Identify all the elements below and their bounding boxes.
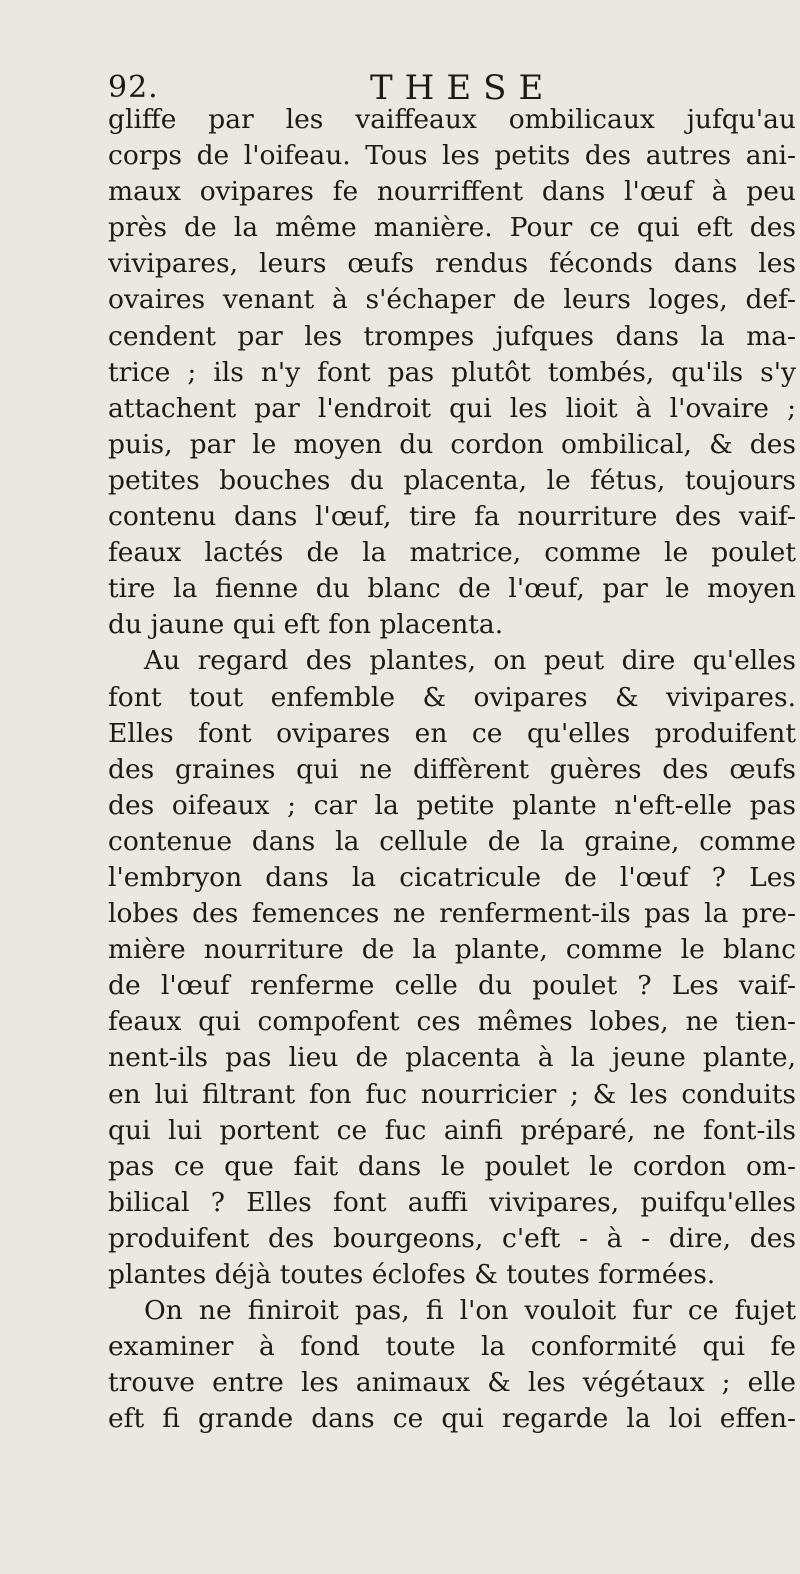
text-line: gliffe par les vaiffeaux ombilicaux jufqu'au: [108, 104, 796, 135]
text-line: font tout enfemble & ovipares & vivipares.: [108, 681, 796, 713]
text-line: puis, par le moyen du cordon ombilical, & des: [108, 428, 796, 460]
text-line: mière nourriture de la plante, comme le blanc: [108, 934, 796, 966]
header-title: THESE: [370, 68, 556, 108]
text-line: tire la fienne du blanc de l'œuf, par le moyen: [108, 573, 796, 605]
text-line: attachent par l'endroit qui les lioit à l'ovaire ;: [108, 392, 796, 424]
text-line: petites bouches du placenta, le fétus, toujours: [108, 464, 796, 496]
text-line: maux ovipares fe nourriffent dans l'œuf à peu: [108, 176, 796, 208]
text-line: des graines qui ne diffèrent guères des œufs: [108, 753, 796, 785]
text-line: eft fi grande dans ce qui regarde la loi effen-: [108, 1403, 796, 1435]
text-line: trice ; ils n'y font pas plutôt tombés, qu'ils s'y: [108, 356, 796, 388]
text-line: On ne finiroit pas, fi l'on vouloit fur ce fujet: [144, 1295, 796, 1327]
text-line: de l'œuf renferme celle du poulet ? Les vaif-: [108, 970, 796, 1002]
text-line: nent-ils pas lieu de placenta à la jeune plante,: [108, 1042, 796, 1074]
text-line: Elles font ovipares en ce qu'elles produifent: [108, 717, 796, 749]
text-line: plantes déjà toutes éclofes & toutes formées.: [108, 1259, 716, 1290]
text-line: du jaune qui eft fon placenta.: [108, 609, 504, 641]
text-line: des oifeaux ; car la petite plante n'eft-elle pas: [108, 789, 796, 821]
text-line: près de la même manière. Pour ce qui eft des: [108, 212, 796, 244]
text-line: bilical ? Elles font auffi vivipares, puifqu'elles: [108, 1186, 796, 1218]
text-line: pas ce que fait dans le poulet le cordon om-: [108, 1150, 796, 1182]
text-line: feaux qui compofent ces mêmes lobes, ne tien-: [108, 1006, 796, 1038]
text-line: feaux lactés de la matrice, comme le poulet: [108, 537, 796, 569]
text-line: trouve entre les animaux & les végétaux ; elle: [108, 1367, 796, 1399]
text-line: corps de l'oifeau. Tous les petits des autres ani-: [108, 140, 796, 172]
page-number: 92.: [108, 70, 159, 105]
text-line: en lui filtrant fon fuc nourricier ; & les conduits: [108, 1078, 796, 1110]
text-line: l'embryon dans la cicatricule de l'œuf ? Les: [108, 861, 796, 893]
text-line: examiner à fond toute la conformité qui fe: [108, 1331, 796, 1363]
text-line: contenue dans la cellule de la graine, comme: [108, 825, 796, 857]
text-line: produifent des bourgeons, c'eft - à - dire, des: [108, 1222, 796, 1254]
body-text: [108, 102, 796, 1437]
text-line: lobes des femences ne renferment-ils pas la pre-: [108, 898, 796, 930]
text-line: qui lui portent ce fuc ainfi préparé, ne font-ils: [108, 1114, 796, 1146]
text-line: ovaires venant à s'échaper de leurs loges, def-: [108, 284, 796, 316]
text-line: vivipares, leurs œufs rendus féconds dans les: [108, 248, 796, 280]
text-line: Au regard des plantes, on peut dire qu'elles: [144, 645, 796, 677]
text-line: contenu dans l'œuf, tire fa nourriture des vaif-: [108, 501, 796, 533]
text-line: cendent par les trompes jufques dans la ma-: [108, 320, 796, 352]
